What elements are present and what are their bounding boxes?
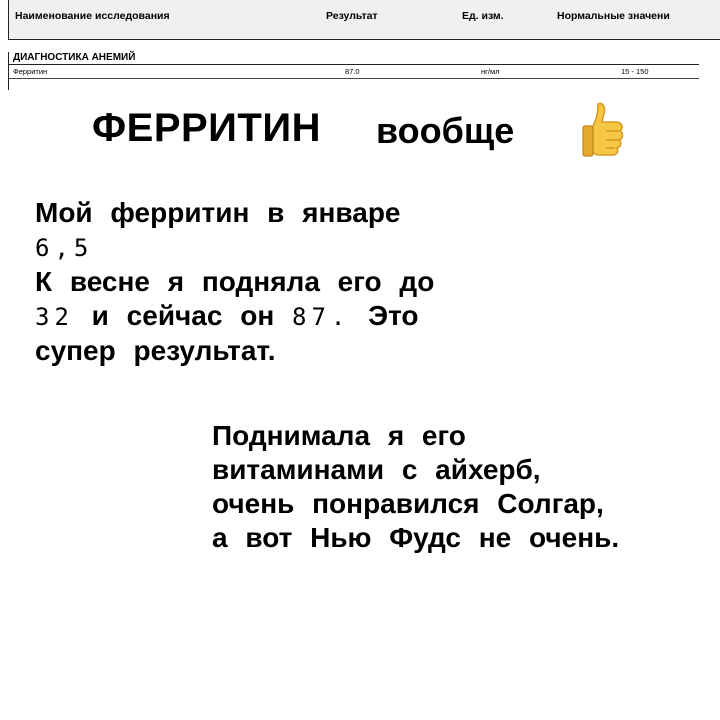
row-norm: 15 - 150 bbox=[621, 67, 649, 76]
story-line: К весне я подняла его до bbox=[35, 266, 435, 297]
row-test-name: Ферритин bbox=[13, 67, 48, 76]
column-header-unit: Ед. изм. bbox=[462, 10, 504, 22]
story-paragraph-2 bbox=[212, 419, 619, 555]
headline-word: вообще bbox=[376, 110, 515, 151]
thumbs-up-icon bbox=[580, 100, 630, 160]
section-divider bbox=[9, 64, 699, 65]
headline-title: ФЕРРИТИН bbox=[92, 106, 321, 150]
story-line: супер результат. bbox=[35, 335, 276, 366]
row-divider bbox=[9, 78, 699, 79]
lab-report-section bbox=[8, 52, 720, 90]
story-line: витаминами с айхерб, bbox=[212, 454, 541, 485]
story-line bbox=[35, 230, 434, 265]
section-title: ДИАГНОСТИКА АНЕМИЙ bbox=[13, 52, 136, 63]
column-header-result: Результат bbox=[326, 10, 378, 22]
row-result: 87.0 bbox=[345, 67, 360, 76]
row-unit: нг/мл bbox=[481, 67, 500, 76]
story-line bbox=[35, 299, 434, 334]
ferritin-value-january: 6,5 bbox=[35, 234, 94, 262]
column-header-test-name: Наименование исследования bbox=[15, 10, 170, 22]
story-line: очень понравился Солгар, bbox=[212, 488, 604, 519]
story-text: и сейчас он bbox=[73, 300, 293, 331]
story-line: а вот Нью Фудс не очень. bbox=[212, 522, 620, 553]
headline bbox=[0, 106, 720, 162]
lab-report-header bbox=[8, 0, 720, 40]
ferritin-value-spring: 32 bbox=[35, 303, 74, 331]
story-line: Мой ферритин в январе bbox=[35, 197, 401, 228]
story-text: Это bbox=[350, 300, 419, 331]
column-header-norm: Нормальные значени bbox=[557, 10, 670, 22]
story-line: Поднимала я его bbox=[212, 420, 466, 451]
story-paragraph-1 bbox=[35, 196, 434, 368]
ferritin-value-now: 87. bbox=[292, 303, 351, 331]
